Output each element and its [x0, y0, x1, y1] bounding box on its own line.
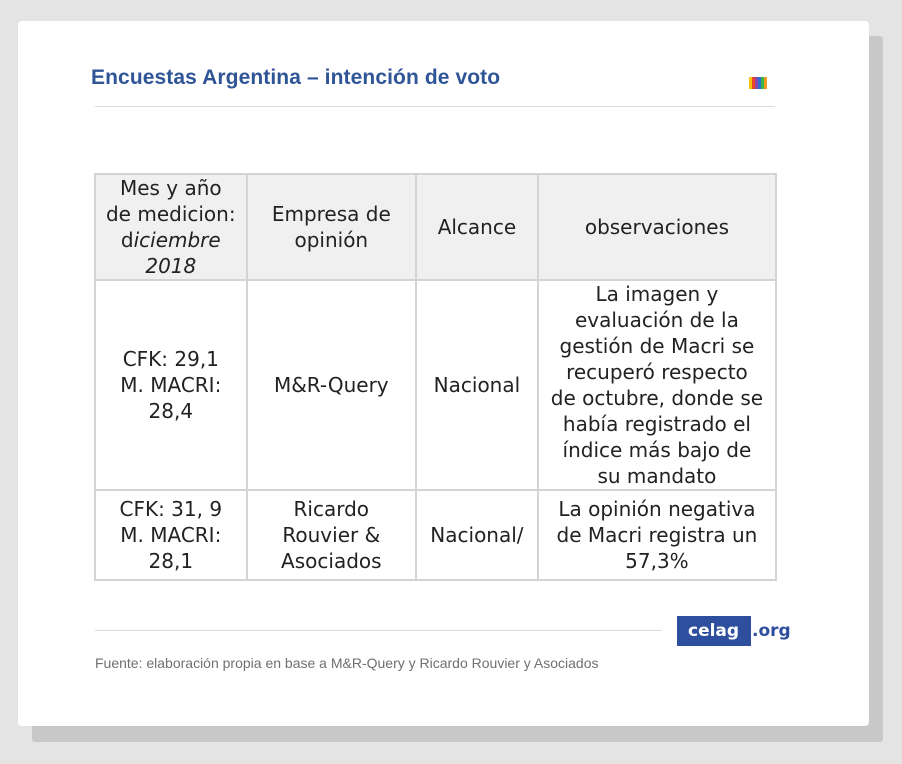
color-bar	[764, 77, 767, 89]
cell-alcance	[416, 280, 538, 490]
cell-text: había registrado el	[562, 412, 751, 436]
cell-text: Ricardo	[293, 497, 370, 521]
title-divider	[95, 106, 775, 107]
footer-divider	[95, 630, 662, 631]
header-text	[102, 227, 240, 253]
cell-alcance	[416, 490, 538, 580]
table-header-row	[95, 174, 776, 280]
cell-resultado	[95, 280, 247, 490]
poll-table	[94, 173, 777, 581]
header-text: opinión	[294, 228, 369, 252]
header-text: Empresa de	[271, 202, 391, 226]
cell-text: La imagen y	[595, 282, 719, 306]
cell-text: Rouvier &	[282, 523, 381, 547]
cell-text: de octubre, donde se	[550, 386, 764, 410]
header-cell-empresa	[247, 174, 416, 280]
cell-text: M&R-Query	[273, 373, 389, 397]
cell-text: Nacional/	[430, 523, 524, 547]
header-text-plain: d	[120, 228, 134, 252]
header-text: Mes y año	[119, 176, 222, 200]
cell-empresa	[247, 280, 416, 490]
cell-observaciones	[538, 280, 776, 490]
cell-text: 28,1	[148, 549, 194, 573]
cell-text: La opinión negativa	[558, 497, 756, 521]
cell-text: Nacional	[433, 373, 521, 397]
cell-observaciones	[538, 490, 776, 580]
cell-text: índice más bajo de	[562, 438, 752, 462]
header-text-italic: iciembre	[133, 228, 221, 252]
cell-text: recuperó respecto	[566, 360, 748, 384]
logo-main: celag	[677, 616, 751, 646]
page-title: Encuestas Argentina – intención de voto	[91, 66, 501, 89]
header-text: Alcance	[437, 215, 517, 239]
cell-resultado	[95, 490, 247, 580]
cell-text: M. MACRI:	[120, 523, 222, 547]
header-cell-fecha	[95, 174, 247, 280]
header-cell-observaciones	[538, 174, 776, 280]
celag-logo	[677, 616, 791, 646]
table-row	[95, 280, 776, 490]
header-text: de medicion:	[105, 202, 236, 226]
header-cell-alcance	[416, 174, 538, 280]
cell-text: CFK: 29,1	[122, 347, 219, 371]
header-text: observaciones	[584, 215, 729, 239]
cell-text: M. MACRI:	[120, 373, 222, 397]
cell-text: Asociados	[281, 549, 382, 573]
table-row	[95, 490, 776, 580]
cell-text: gestión de Macri se	[559, 334, 755, 358]
infographic-card	[18, 21, 869, 726]
cell-empresa	[247, 490, 416, 580]
source-note: Fuente: elaboración propia en base a M&R-Query y Ricardo Rouvier y Asociados	[95, 655, 599, 671]
cell-text: CFK: 31, 9	[119, 497, 223, 521]
logo-suffix: .org	[752, 621, 791, 641]
cell-text: evaluación de la	[574, 308, 739, 332]
cell-text: 57,3%	[625, 549, 689, 573]
cell-text: su mandato	[597, 464, 717, 488]
brand-color-bars-icon	[749, 77, 767, 89]
header-text-italic: 2018	[145, 254, 197, 278]
cell-text: de Macri registra un	[556, 523, 758, 547]
cell-text: 28,4	[148, 399, 194, 423]
